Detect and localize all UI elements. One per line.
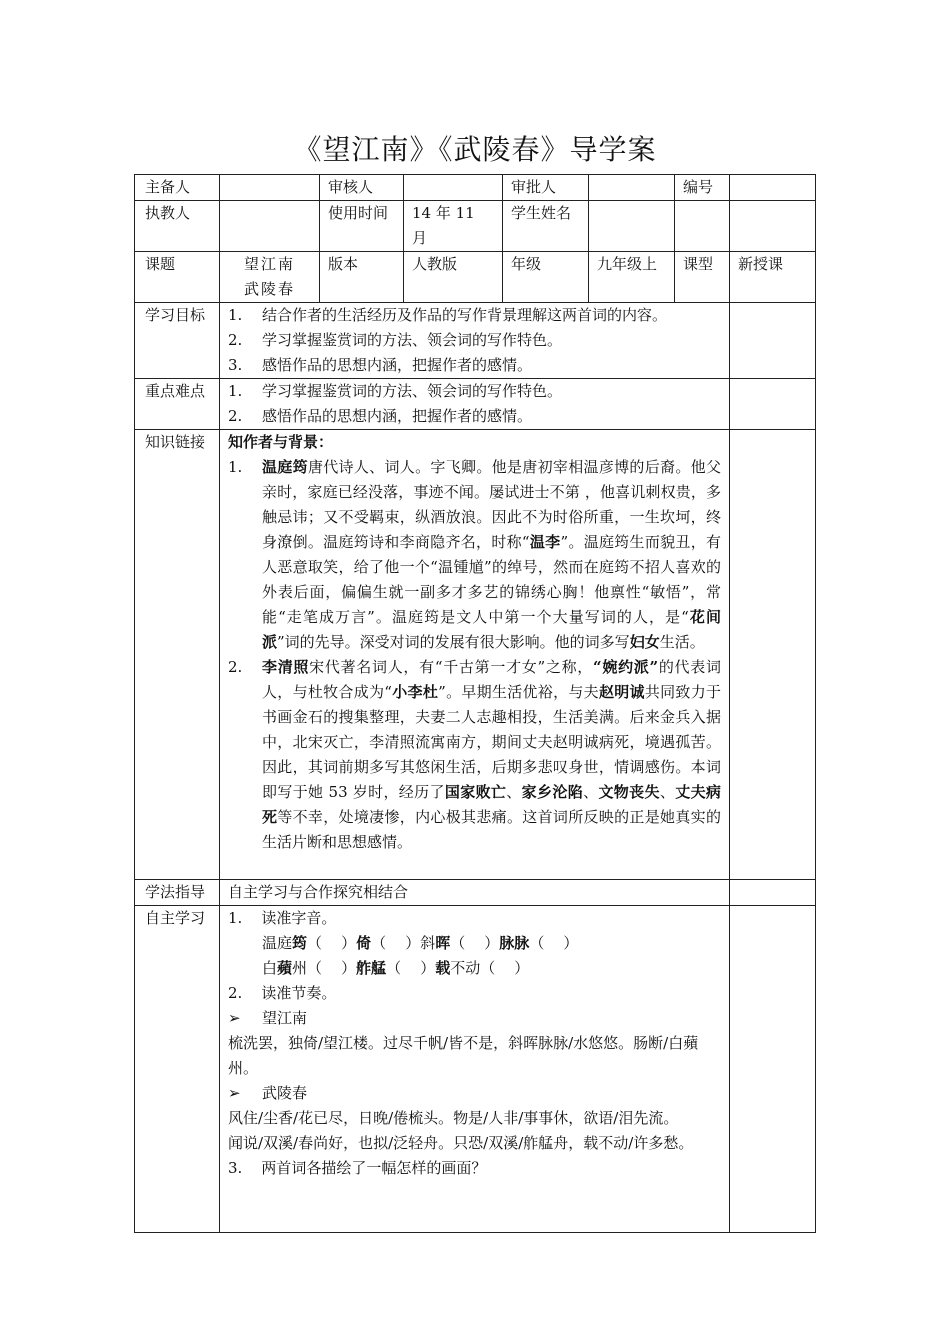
number-value [730,175,816,201]
topic-label: 课题 [135,252,220,303]
item-read-pronunciation: 1. 读准字音。 [228,909,337,927]
empty-cell [730,906,816,1233]
student-value [589,201,675,252]
approver-value [589,175,675,201]
topic-line-1: 望江南 [243,255,295,273]
poem-1-heading: ➢ 望江南 [228,1006,721,1031]
author-li: 2. 李清照宋代著名词人，有“千古第一才女”之称，“婉约派”的代表词人，与杜牧合成为“小李杜”。早期生活优裕，与夫赵明诚共同致力于书画金石的搜集整理，夫妻二人志趣相投，生活美满。后来金兵入据中，北宋灭亡，李清照流寓南方，期间丈夫赵明诚病死，境遇孤苦。因此，其词前期多写其悠闲生活，后期多悲叹身世，情调感伤。本词即写于她 53 岁时，经历了国家败亡、家乡沦陷、文物丧失、丈夫病死等不幸，处境凄惨，内心极其悲痛。这首词所反映的正是她真实的生活片断和思想感情。 [228,658,721,851]
item-read-rhythm: 2. 读准节奏。 [228,984,337,1002]
pronunciation-line-2: 白蘋州（ ）舴艋（ ）载不动（ ） [262,959,530,977]
poem-2-heading: ➢ 武陵春 [228,1081,721,1106]
reviewer-label: 审核人 [320,175,404,201]
knowledge-heading: 知作者与背景： [228,433,334,451]
arrow-icon: ➢ [228,1009,241,1027]
number-label: 编号 [675,175,730,201]
header-row-1 [135,175,816,201]
keypoints-content [220,379,730,430]
student-label: 学生姓名 [503,201,589,252]
goals-label: 学习目标 [135,303,220,379]
grade-value: 九年级上 [589,252,675,303]
empty-cell [730,880,816,906]
reviewer-value [404,175,503,201]
teacher-label: 执教人 [135,201,220,252]
edition-label: 版本 [320,252,404,303]
self-study-label: 自主学习 [135,906,220,1233]
method-label: 学法指导 [135,880,220,906]
poem-2-line-2: 闻说/双溪/春尚好，也拟/泛轻舟。只恐/双溪/舴艋舟，载不动/许多愁。 [228,1134,694,1152]
empty-cell [730,430,816,880]
goals-content [220,303,730,379]
study-plan-table [134,174,816,1233]
list-item: 3. 感悟作品的思想内涵，把握作者的感情。 [228,356,533,374]
poem-1-text: 梳洗罢，独倚/望江楼。过尽千帆/皆不是，斜晖脉脉/水悠悠。肠断/白蘋州。 [228,1034,699,1077]
empty-cell [730,379,816,430]
preparer-label: 主备人 [135,175,220,201]
list-item: 1. 学习掌握鉴赏词的方法、领会词的写作特色。 [228,382,563,400]
method-row [135,880,816,906]
self-study-row [135,906,816,1233]
header-row-3 [135,252,816,303]
page-title: 《望江南》《武陵春》导学案 [293,133,657,166]
topic-line-2: 武陵春 [243,280,295,298]
goals-row [135,303,816,379]
keypoints-label: 重点难点 [135,379,220,430]
grade-label: 年级 [503,252,589,303]
approver-label: 审批人 [503,175,589,201]
empty-cell [730,303,816,379]
type-label: 课型 [675,252,730,303]
item-describe-scene: 3. 两首词各描绘了一幅怎样的画面？ [228,1159,487,1177]
poem-2-line-1: 风住/尘香/花已尽，日晚/倦梳头。物是/人非/事事休，欲语/泪先流。 [228,1109,679,1127]
list-item: 2. 感悟作品的思想内涵，把握作者的感情。 [228,407,533,425]
header-row-2 [135,201,816,252]
list-item: 2. 学习掌握鉴赏词的方法、领会词的写作特色。 [228,331,563,349]
knowledge-row [135,430,816,880]
time-value: 14 年 11 月 [404,201,503,252]
keypoints-row [135,379,816,430]
empty-cell [730,201,816,252]
method-value: 自主学习与合作探究相结合 [220,880,730,906]
author-wen: 1. 温庭筠唐代诗人、词人。字飞卿。他是唐初宰相温彦博的后裔。他父亲时，家庭已经没落，事迹不闻。屡试进士不第 ，他喜讥刺权贵，多触忌讳；又不受羁束，纵酒放浪。因此不为时俗所重，一生坎坷，终身潦倒。温庭筠诗和李商隐齐名，时称“温李”。温庭筠生而貌丑，有人恶意取笑，给了他一个“温锺馗”的绰号，然而在庭筠不招人喜欢的外表后面，偏偏生就一副多才多艺的锦绣心胸！他禀性“敏悟”，常能“走笔成万言”。温庭筠是文人中第一个大量写词的人，是“花间派”词的先导。深受对词的发展有很大影响。他的词多写妇女生活。 [228,458,722,651]
type-value: 新授课 [730,252,816,303]
edition-value: 人教版 [404,252,503,303]
empty-cell [675,201,730,252]
self-study-content [220,906,730,1233]
topic-value [220,252,320,303]
preparer-value [220,175,320,201]
arrow-icon: ➢ [228,1084,241,1102]
pronunciation-line-1: 温庭筠（ ）倚（ ）斜晖（ ）脉脉（ ） [262,934,579,952]
time-label: 使用时间 [320,201,404,252]
list-item: 1. 结合作者的生活经历及作品的写作背景理解这两首词的内容。 [228,306,668,324]
teacher-value [220,201,320,252]
knowledge-content [220,430,730,880]
knowledge-label: 知识链接 [135,430,220,880]
